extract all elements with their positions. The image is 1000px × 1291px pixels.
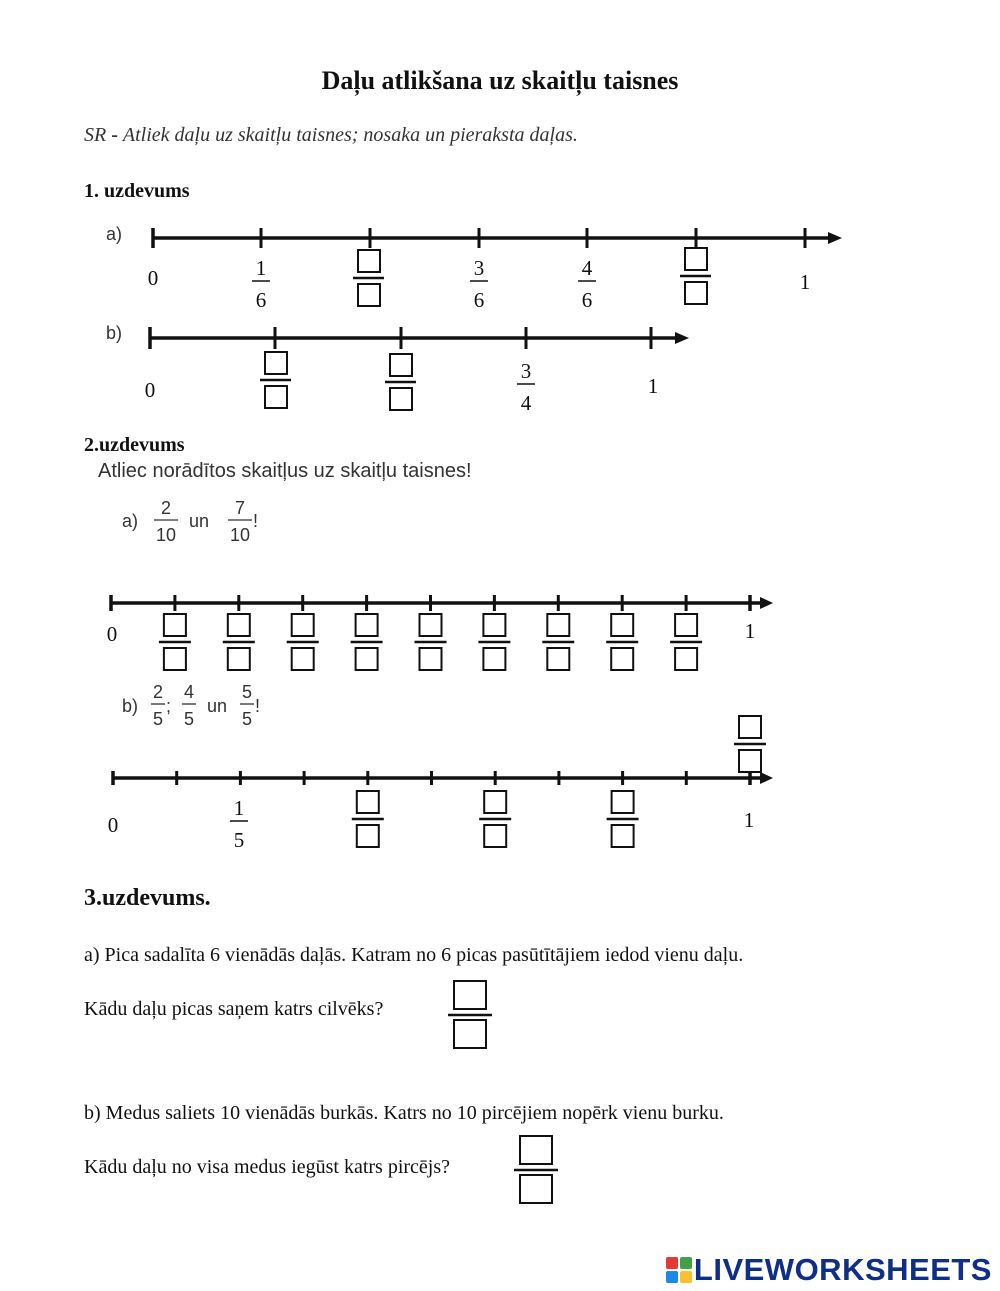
task1-heading: 1. uzdevums (84, 180, 190, 202)
task2-heading: 2.uzdevums (84, 434, 185, 456)
svg-text:6: 6 (255, 288, 267, 312)
svg-text:10: 10 (155, 525, 177, 545)
task2a-one: 1 (744, 619, 756, 643)
task2a-answer-box-2[interactable] (223, 614, 255, 670)
task2b-frac-5-5 (240, 682, 254, 729)
task2b-label: b) (122, 696, 139, 716)
svg-text:4: 4 (183, 682, 195, 702)
svg-text:5: 5 (241, 709, 253, 729)
task1a-label: a) (106, 224, 123, 244)
task3a-text: a) Pica sadalīta 6 vienādās daļās. Katram no 6 picas pasūtītājiem iedod vienu daļu. (84, 944, 744, 966)
task2a-answer-box-8[interactable] (606, 614, 638, 670)
svg-text:5: 5 (152, 709, 164, 729)
task3b-answer-box[interactable] (506, 1133, 566, 1208)
task3-heading: 3.uzdevums. (84, 885, 211, 911)
task2b-end: ! (255, 696, 261, 716)
task2a-answer-box-5[interactable] (415, 614, 447, 670)
task3b-text: b) Medus saliets 10 vienādās burkās. Katrs no 10 pircējiem nopērk vienu burku. (84, 1102, 724, 1124)
svg-text:4: 4 (520, 391, 532, 415)
task1b-one: 1 (647, 374, 659, 398)
task2a-answer-box-1[interactable] (159, 614, 191, 670)
task2b-arrow (760, 772, 773, 784)
task1a-one: 1 (799, 270, 811, 294)
task1b-frac-3-4 (517, 359, 535, 415)
svg-text:3: 3 (473, 256, 485, 280)
task2a-answer-box-6[interactable] (478, 614, 510, 670)
task2a-frac-7-10 (228, 498, 252, 545)
svg-text:1: 1 (233, 796, 245, 820)
svg-text:6: 6 (581, 288, 593, 312)
liveworksheets-logo: LIVEWORKSHEETS (666, 1252, 992, 1288)
task1b-answer-box-2[interactable] (385, 354, 416, 410)
task1a-frac-3-6 (470, 256, 488, 312)
task2b-one: 1 (743, 808, 755, 832)
svg-text:2: 2 (152, 682, 164, 702)
task2b-frac-2-5 (151, 682, 165, 729)
task3b-question: Kādu daļu no visa medus iegūst katrs pircējs? (84, 1156, 451, 1178)
task2b-answer-box-3-5[interactable] (479, 791, 511, 847)
task2a-answer-box-3[interactable] (287, 614, 319, 670)
task2a-end: ! (253, 511, 259, 531)
task2a-answer-box-7[interactable] (542, 614, 574, 670)
subtitle: SR - Atliek daļu uz skaitļu taisnes; nosaka un pieraksta daļas. (84, 124, 578, 146)
task1a-frac-4-6 (578, 256, 596, 312)
task2a-answer-boxes (159, 614, 702, 670)
svg-text:2: 2 (160, 498, 172, 518)
task1b-zero: 0 (144, 378, 156, 402)
svg-text:5: 5 (233, 828, 245, 852)
task2b-answer-box-4-5[interactable] (607, 791, 639, 847)
svg-text:6: 6 (473, 288, 485, 312)
task2a-frac-2-10 (154, 498, 178, 545)
task1b-arrow (675, 332, 689, 344)
svg-text:4: 4 (581, 256, 593, 280)
task2a-conj: un (189, 511, 210, 531)
brand-logo-icon (666, 1257, 692, 1283)
task1b-answer-box-1[interactable] (260, 352, 291, 408)
svg-text:5: 5 (183, 709, 195, 729)
svg-text:10: 10 (229, 525, 251, 545)
svg-text:5: 5 (241, 682, 253, 702)
svg-text:1: 1 (255, 256, 267, 280)
task1a-answer-box-1[interactable] (353, 250, 384, 306)
task2-instruction: Atliec norādītos skaitļus uz skaitļu taisnes! (98, 460, 472, 482)
task2-number-lines (0, 490, 1000, 860)
task2b-frac-4-5 (182, 682, 196, 729)
task2a-answer-box-4[interactable] (351, 614, 383, 670)
task3a-answer-box[interactable] (440, 978, 500, 1053)
task2b-answer-box-5-5[interactable] (734, 716, 766, 772)
task1a-frac-1-6 (252, 256, 270, 312)
task2a-zero: 0 (106, 622, 118, 646)
task2b-conj: un (207, 696, 228, 716)
task1b-label: b) (106, 323, 123, 343)
task2a-arrow (760, 597, 773, 609)
task2b-zero: 0 (107, 813, 119, 837)
task2b-answer-box-2-5[interactable] (352, 791, 384, 847)
task1a-answer-box-2[interactable] (680, 248, 711, 304)
task2b-frac-1-5 (230, 796, 248, 852)
task3a-question: Kādu daļu picas saņem katrs cilvēks? (84, 998, 384, 1020)
task2b-sep: ; (166, 696, 172, 716)
task1a-arrow (828, 232, 842, 244)
task2a-label: a) (122, 511, 139, 531)
svg-text:3: 3 (520, 359, 532, 383)
task1a-zero: 0 (147, 266, 159, 290)
page-title: Daļu atlikšana uz skaitļu taisnes (321, 66, 679, 95)
svg-text:7: 7 (234, 498, 246, 518)
task1-number-lines (0, 215, 1000, 420)
task2a-answer-box-9[interactable] (670, 614, 702, 670)
